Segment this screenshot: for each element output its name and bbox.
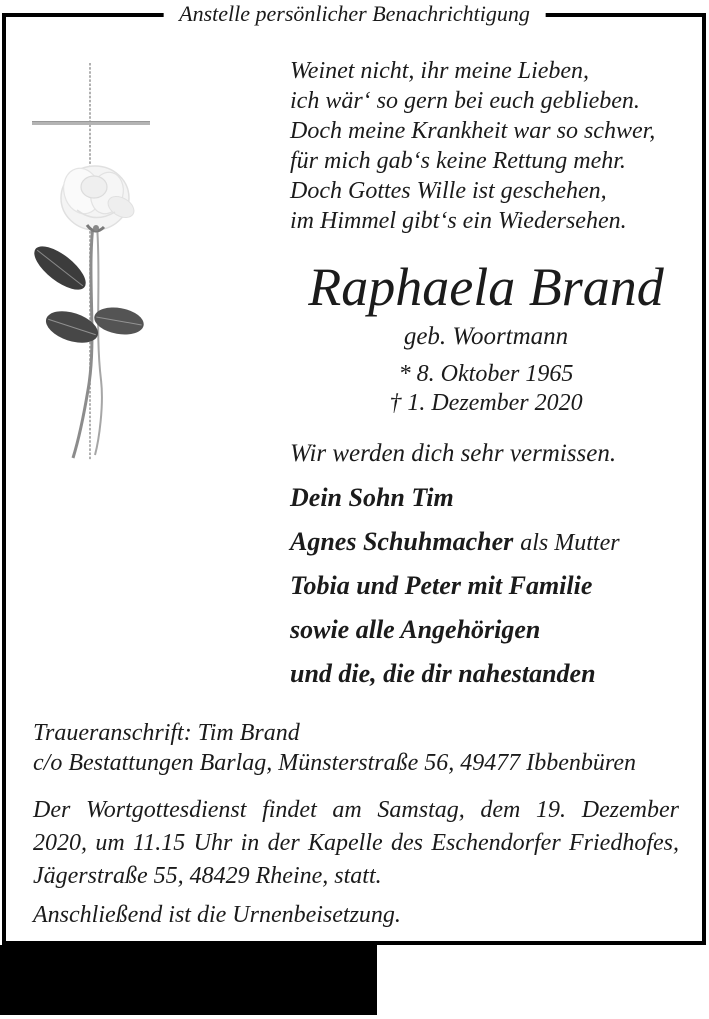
poem-line: Doch Gottes Wille ist geschehen, [290, 178, 607, 204]
deceased-name: Raphaela Brand [308, 257, 664, 317]
mourner-line [290, 522, 682, 566]
mourner-name: und die, die dir nahestanden [290, 659, 596, 688]
redacted-funeral-home-block [0, 945, 377, 1015]
mourner-line [290, 610, 682, 654]
maiden-name: geb. Woortmann [403, 323, 569, 350]
closing-line: Anschließend ist die Urnenbeisetzung. [33, 902, 401, 928]
mourning-address [33, 718, 679, 778]
death-date: † 1. Dezember 2020 [389, 390, 583, 416]
rose-cross-icon [25, 50, 165, 470]
notice-header: Anstelle persönlicher Benachrichtigung [163, 0, 546, 28]
service-line: 2020, um 11.15 Uhr in der Kapelle des Eschendorfer Friedhofes, [33, 830, 679, 856]
life-dates [290, 360, 682, 418]
mourner-name: sowie alle Angehörigen [290, 615, 541, 644]
rose-cross-graphic [25, 50, 165, 470]
poem-line: Weinet nicht, ihr meine Lieben, [290, 58, 590, 84]
mourning-address-line: Traueranschrift: Tim Brand [33, 720, 300, 746]
poem-line: für mich gab‘s keine Rettung mehr. [290, 148, 626, 174]
mourner-name: Agnes Schuhmacher [290, 527, 514, 556]
mourner-name: Dein Sohn Tim [290, 483, 454, 512]
service-details [33, 794, 679, 893]
service-line: Jägerstraße 55, 48429 Rheine, statt. [33, 863, 382, 889]
mourner-relation: als Mutter [520, 530, 620, 556]
mourners-list [290, 478, 682, 698]
memorial-poem [290, 56, 682, 236]
farewell-line: Wir werden dich sehr vermissen. [290, 440, 617, 467]
notice-body [290, 56, 682, 698]
mourner-line [290, 478, 682, 522]
poem-line: Doch meine Krankheit war so schwer, [290, 118, 656, 144]
mourner-line [290, 654, 682, 698]
poem-line: im Himmel gibt‘s ein Wiedersehen. [290, 208, 627, 234]
birth-date: * 8. Oktober 1965 [398, 361, 574, 387]
poem-line: ich wär‘ so gern bei euch geblieben. [290, 88, 640, 114]
mourner-line [290, 566, 682, 610]
notice-footer [33, 718, 679, 932]
mourner-name: Tobia und Peter mit Familie [290, 571, 593, 600]
service-line: Der Wortgottesdienst findet am Samstag, dem 19. Dezember [33, 797, 679, 823]
mourning-address-line: c/o Bestattungen Barlag, Münsterstraße 56, 49477 Ibbenbüren [33, 750, 637, 776]
